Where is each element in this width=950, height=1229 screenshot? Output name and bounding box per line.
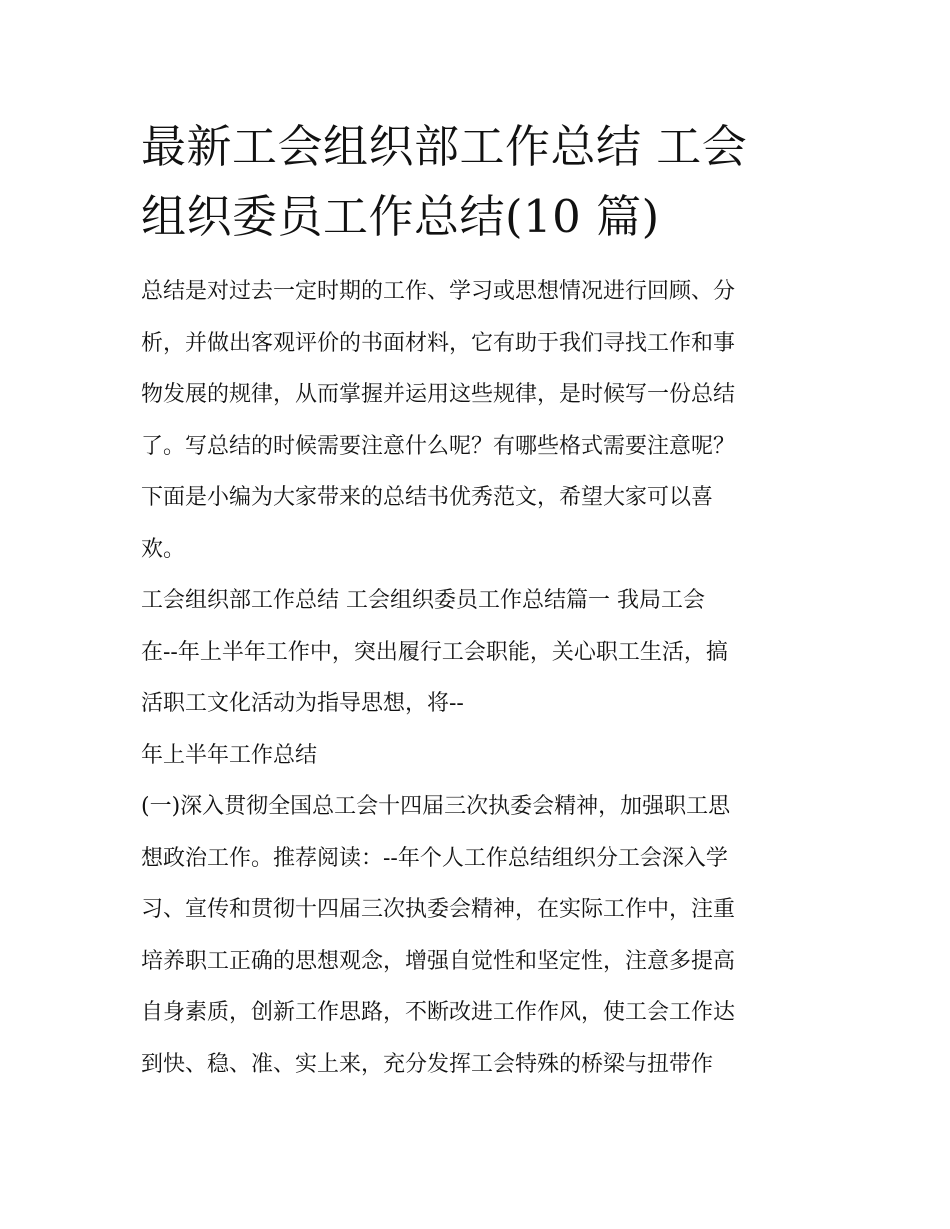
document-content xyxy=(141,112,816,1090)
body-line: 工会组织部工作总结 工会组织委员工作总结篇一 我局工会 xyxy=(141,588,705,613)
body-line: 培养职工正确的思想观念，增强自觉性和坚定性，注意多提高 xyxy=(141,948,736,974)
document-body xyxy=(141,266,816,1090)
title-line-2: 组织委员工作总结(10 篇) xyxy=(141,190,660,243)
body-line: 自身素质，创新工作思路，不断改进工作作风，使工会工作达 xyxy=(141,1000,736,1025)
body-line: 活职工文化活动为指导思想，将-- xyxy=(141,691,464,716)
body-line: 总结是对过去一定时期的工作、学习或思想情况进行回顾、分 xyxy=(141,279,736,304)
body-line: 欢。 xyxy=(141,536,186,562)
body-line: 年上半年工作总结 xyxy=(141,742,318,768)
body-line: (一)深入贯彻全国总工会十四届三次执委会精神，加强职工思 xyxy=(141,794,731,819)
body-line: 习、宣传和贯彻十四届三次执委会精神，在实际工作中，注重 xyxy=(141,897,736,922)
body-line: 物发展的规律，从而掌握并运用这些规律，是时候写一份总结 xyxy=(141,382,736,407)
body-line: 了。写总结的时候需要注意什么呢？有哪些格式需要注意呢？ xyxy=(141,433,736,459)
body-line: 想政治工作。推荐阅读：--年个人工作总结组织分工会深入学 xyxy=(141,845,728,871)
body-line: 到快、稳、准、实上来，充分发挥工会特殊的桥梁与扭带作 xyxy=(141,1051,714,1077)
body-line: 在--年上半年工作中，突出履行工会职能，关心职工生活，搞 xyxy=(141,639,728,665)
body-line: 下面是小编为大家带来的总结书优秀范文，希望大家可以喜 xyxy=(141,485,714,510)
title-line-1: 最新工会组织部工作总结 工会 xyxy=(141,120,748,173)
body-line: 析，并做出客观评价的书面材料，它有助于我们寻找工作和事 xyxy=(141,330,736,356)
document-title xyxy=(141,112,816,252)
